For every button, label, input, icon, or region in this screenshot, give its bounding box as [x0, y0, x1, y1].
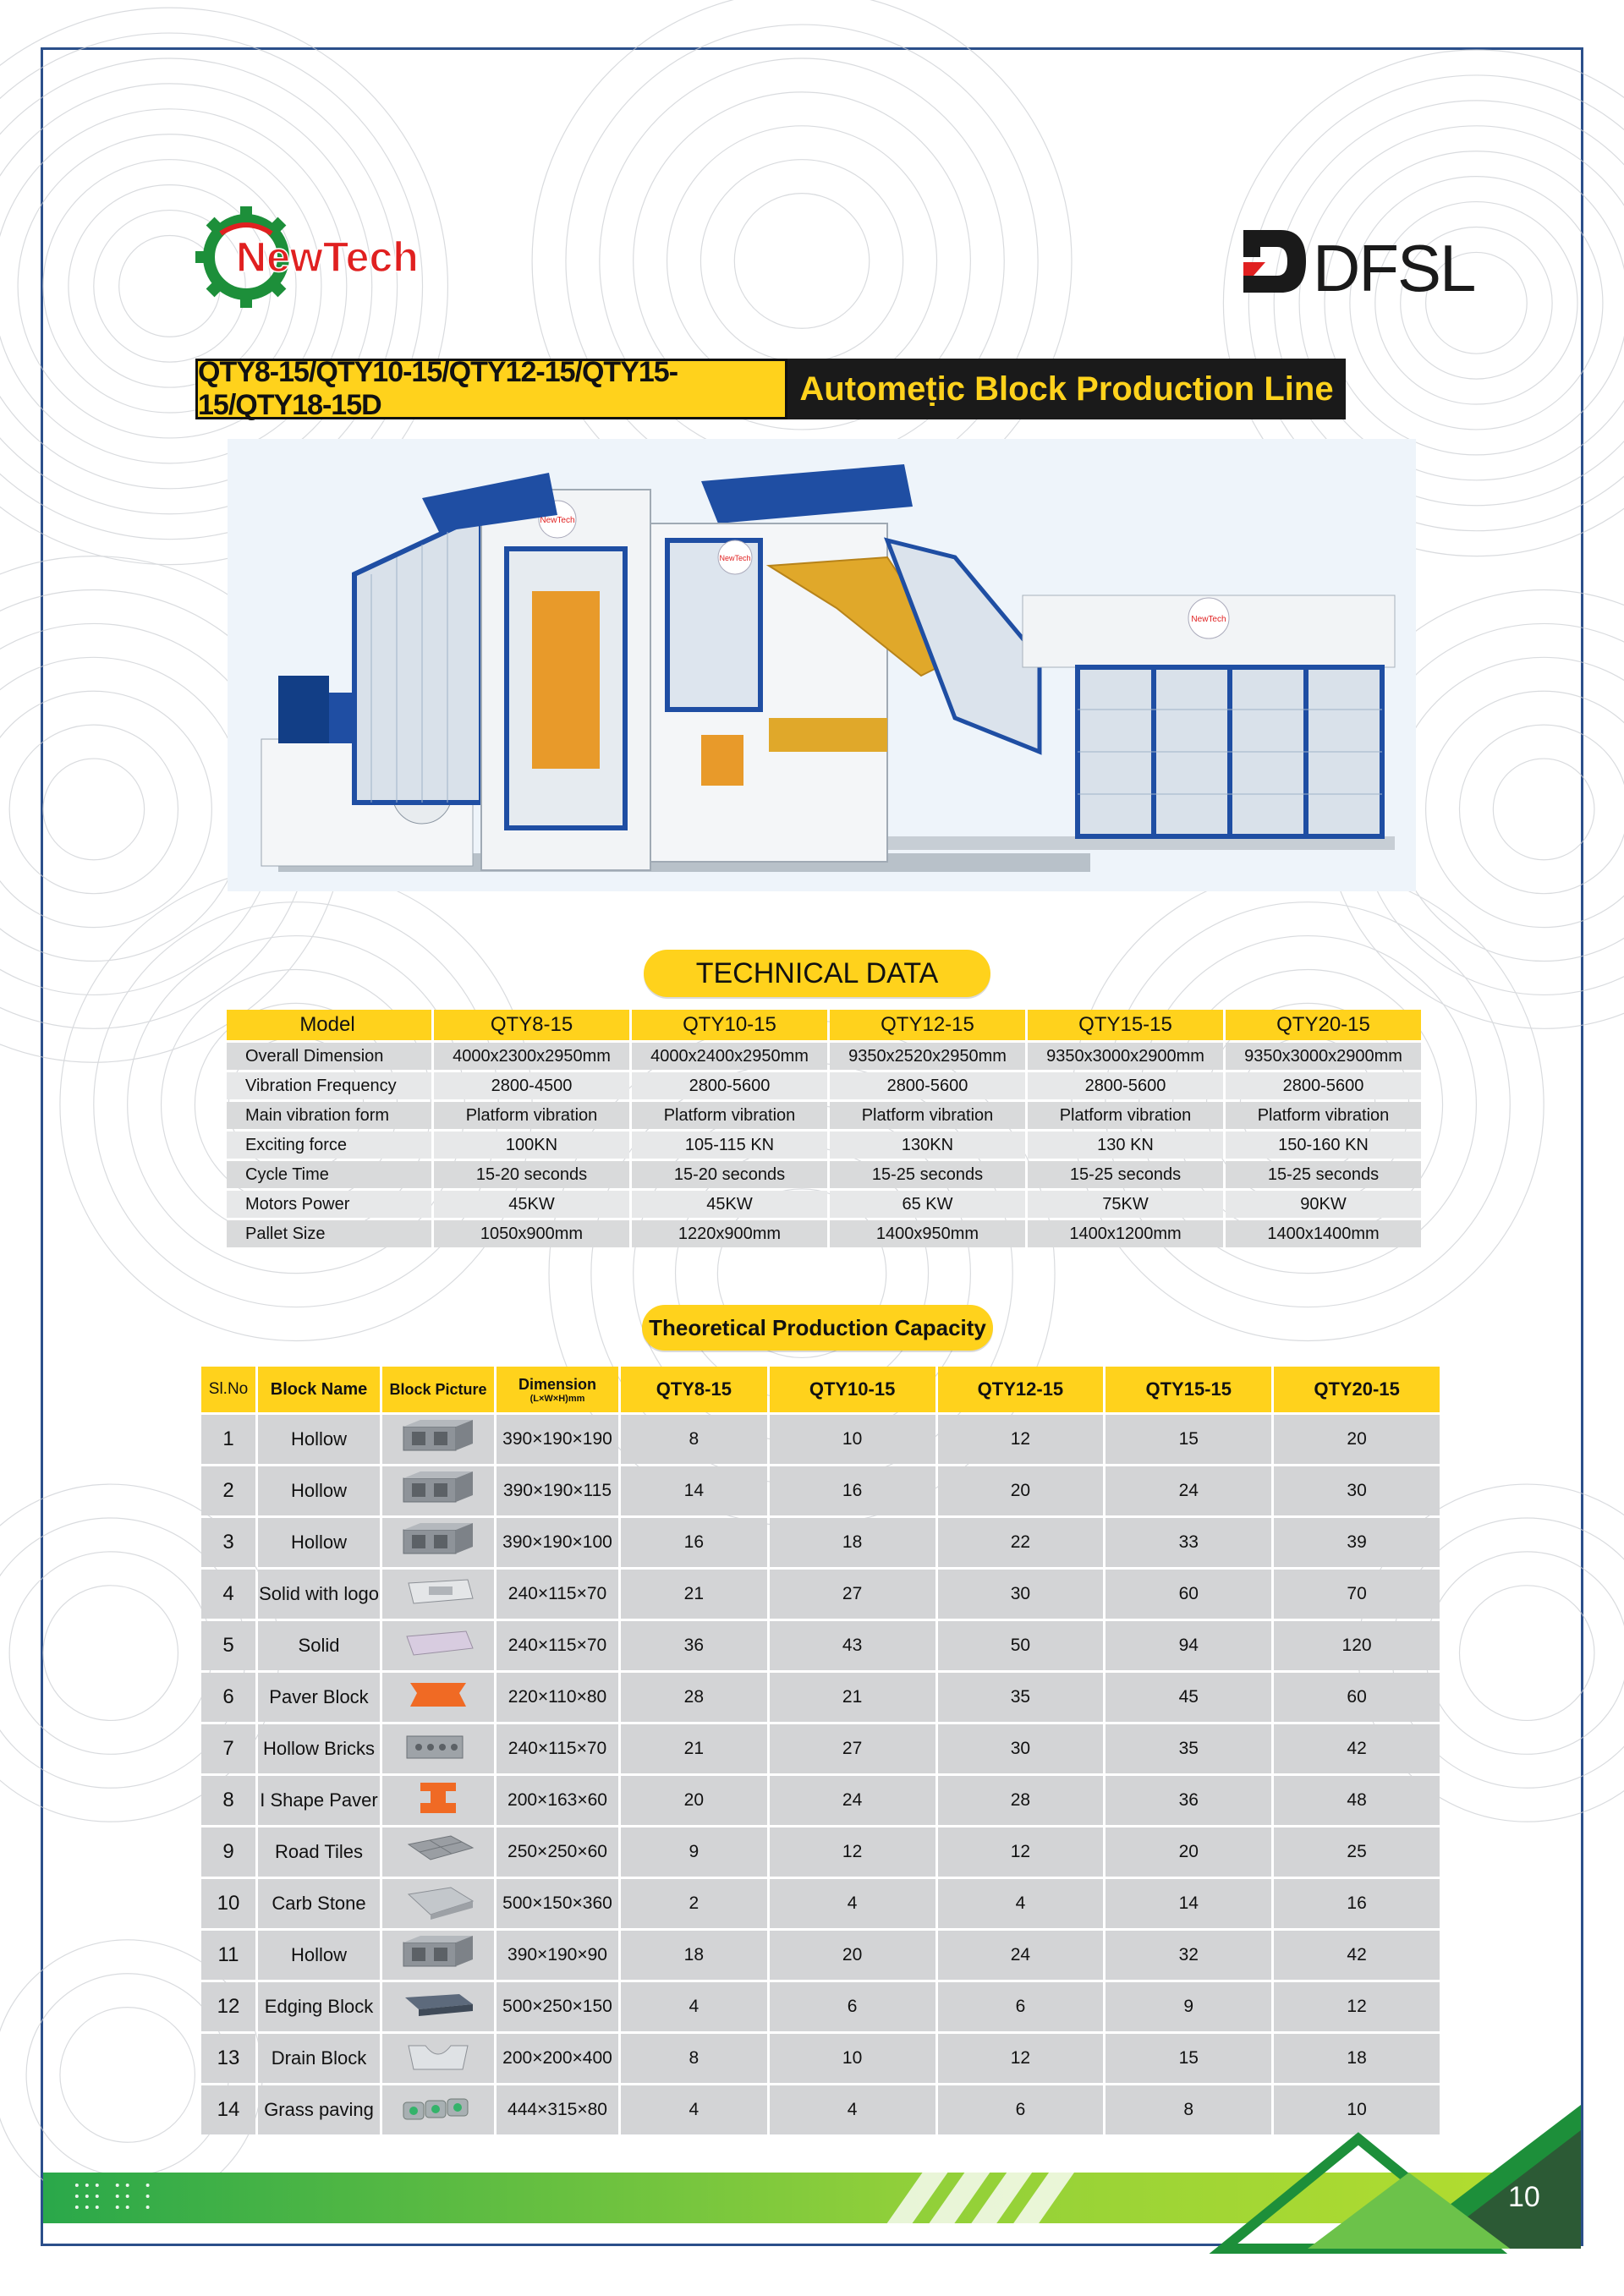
capacity-value: 30 [938, 1570, 1104, 1619]
block-picture-cell [382, 1415, 494, 1464]
header-cell: QTY12-15 [938, 1367, 1104, 1412]
table-cell: 15-20 seconds [434, 1161, 629, 1188]
block-dimension: 200×163×60 [497, 1776, 618, 1825]
table-row [201, 1518, 1440, 1567]
capacity-value: 36 [1106, 1776, 1271, 1825]
table-row [227, 1132, 1421, 1159]
table-cell: 1400x950mm [830, 1220, 1025, 1247]
sl-number: 9 [201, 1827, 255, 1877]
block-picture-cell [382, 1570, 494, 1619]
header-cell: QTY20-15 [1274, 1367, 1440, 1412]
table-cell: 90KW [1226, 1191, 1421, 1218]
capacity-value: 9 [621, 1827, 767, 1877]
block-dimension: 250×250×60 [497, 1827, 618, 1877]
table-cell: 2800-4500 [434, 1072, 629, 1099]
drain-block-icon [392, 2037, 485, 2074]
header-cell [497, 1367, 618, 1412]
table-cell: Platform vibration [434, 1102, 629, 1129]
capacity-value: 6 [938, 1982, 1104, 2031]
capacity-value: 60 [1106, 1570, 1271, 1619]
capacity-value: 20 [938, 1466, 1104, 1515]
table-row [227, 1102, 1421, 1129]
table-cell: 9350x3000x2900mm [1226, 1043, 1421, 1070]
capacity-value: 45 [1106, 1673, 1271, 1722]
table-cell: 75KW [1028, 1191, 1223, 1218]
sl-number: 10 [201, 1879, 255, 1928]
table-cell: 100KN [434, 1132, 629, 1159]
svg-text:DFSL: DFSL [1313, 231, 1475, 305]
table-cell: 45KW [434, 1191, 629, 1218]
capacity-table-body [201, 1415, 1440, 2134]
block-dimension: 500×250×150 [497, 1982, 618, 2031]
capacity-value: 4 [621, 1982, 767, 2031]
table-cell: 105-115 KN [632, 1132, 827, 1159]
technical-data-heading: TECHNICAL DATA [644, 950, 990, 997]
block-name: Edging Block [258, 1982, 380, 2031]
row-label: Main vibration form [227, 1102, 431, 1129]
capacity-value: 12 [938, 1827, 1104, 1877]
block-dimension: 390×190×90 [497, 1931, 618, 1980]
production-capacity-table [199, 1364, 1442, 2137]
capacity-value: 4 [770, 2085, 935, 2134]
capacity-value: 35 [938, 1673, 1104, 1722]
table-cell: 1400x1400mm [1226, 1220, 1421, 1247]
capacity-value: 32 [1106, 1931, 1271, 1980]
table-cell: Platform vibration [1028, 1102, 1223, 1129]
block-picture-cell [382, 1466, 494, 1515]
table-header-row [227, 1010, 1421, 1040]
sl-number: 7 [201, 1724, 255, 1773]
header-cell: QTY8-15 [621, 1367, 767, 1412]
capacity-value: 42 [1274, 1724, 1440, 1773]
capacity-value: 21 [770, 1673, 935, 1722]
block-dimension: 240×115×70 [497, 1724, 618, 1773]
header-cell: QTY20-15 [1226, 1010, 1421, 1040]
table-row [227, 1043, 1421, 1070]
block-dimension: 390×190×100 [497, 1518, 618, 1567]
page-frame [41, 47, 1583, 2246]
capacity-value: 2 [621, 1879, 767, 1928]
block-name: Road Tiles [258, 1827, 380, 1877]
capacity-value: 4 [621, 2085, 767, 2134]
table-cell: 1050x900mm [434, 1220, 629, 1247]
block-picture-cell [382, 2034, 494, 2083]
capacity-value: 24 [770, 1776, 935, 1825]
header-cell: Sl.No [201, 1367, 255, 1412]
block-machine-photo [228, 439, 1416, 891]
header-cell: Block Name [258, 1367, 380, 1412]
capacity-value: 30 [938, 1724, 1104, 1773]
capacity-value: 24 [1106, 1466, 1271, 1515]
block-name: Drain Block [258, 2034, 380, 2083]
table-cell: 15-25 seconds [830, 1161, 1025, 1188]
block-name: Carb Stone [258, 1879, 380, 1928]
table-row [227, 1161, 1421, 1188]
curb-stone-icon [392, 1882, 485, 1920]
row-label: Cycle Time [227, 1161, 431, 1188]
sl-number: 11 [201, 1931, 255, 1980]
header-cell: Model [227, 1010, 431, 1040]
newtech-logo [195, 202, 419, 312]
table-cell: 15-20 seconds [632, 1161, 827, 1188]
table-cell: 2800-5600 [1028, 1072, 1223, 1099]
block-picture-cell [382, 1879, 494, 1928]
table-cell: 15-25 seconds [1028, 1161, 1223, 1188]
sl-number: 2 [201, 1466, 255, 1515]
capacity-value: 25 [1274, 1827, 1440, 1877]
sl-number: 5 [201, 1621, 255, 1670]
block-dimension: 444×315×80 [497, 2085, 618, 2134]
block-dimension: 390×190×115 [497, 1466, 618, 1515]
row-label: Pallet Size [227, 1220, 431, 1247]
header-cell: Block Picture [382, 1367, 494, 1412]
capacity-value: 20 [770, 1931, 935, 1980]
header-cell: QTY15-15 [1028, 1010, 1223, 1040]
block-name: Hollow [258, 1518, 380, 1567]
block-picture-cell [382, 1982, 494, 2031]
capacity-value: 94 [1106, 1621, 1271, 1670]
table-cell: 1220x900mm [632, 1220, 827, 1247]
sl-number: 3 [201, 1518, 255, 1567]
capacity-value: 18 [770, 1518, 935, 1567]
block-picture-cell [382, 1931, 494, 1980]
capacity-value: 16 [1274, 1879, 1440, 1928]
capacity-value: 35 [1106, 1724, 1271, 1773]
capacity-value: 27 [770, 1724, 935, 1773]
capacity-value: 6 [938, 2085, 1104, 2134]
table-cell: 130 KN [1028, 1132, 1223, 1159]
table-row [201, 1415, 1440, 1464]
capacity-value: 20 [1106, 1827, 1271, 1877]
capacity-value: 33 [1106, 1518, 1271, 1567]
grass-paver-icon [392, 2089, 485, 2126]
sl-number: 1 [201, 1415, 255, 1464]
table-cell: 45KW [632, 1191, 827, 1218]
capacity-value: 16 [621, 1518, 767, 1567]
block-name: Hollow Bricks [258, 1724, 380, 1773]
table-row [201, 1827, 1440, 1877]
capacity-value: 16 [770, 1466, 935, 1515]
row-label: Vibration Frequency [227, 1072, 431, 1099]
capacity-value: 27 [770, 1570, 935, 1619]
table-cell: Platform vibration [830, 1102, 1025, 1129]
capacity-value: 8 [621, 1415, 767, 1464]
block-dimension: 200×200×400 [497, 2034, 618, 2083]
table-cell: 1400x1200mm [1028, 1220, 1223, 1247]
block-dimension: 500×150×360 [497, 1879, 618, 1928]
capacity-value: 10 [1274, 2085, 1440, 2134]
capacity-heading: Theoretical Production Capacity [642, 1305, 993, 1351]
table-cell: 2800-5600 [632, 1072, 827, 1099]
page-number: 10 [1508, 2181, 1540, 2213]
capacity-value: 15 [1106, 2034, 1271, 2083]
table-row [201, 2034, 1440, 2083]
table-cell: 2800-5600 [1226, 1072, 1421, 1099]
table-cell: 9350x3000x2900mm [1028, 1043, 1223, 1070]
capacity-value: 36 [621, 1621, 767, 1670]
table-cell: 65 KW [830, 1191, 1025, 1218]
table-row [227, 1072, 1421, 1099]
capacity-value: 42 [1274, 1931, 1440, 1980]
capacity-value: 120 [1274, 1621, 1440, 1670]
sl-number: 13 [201, 2034, 255, 2083]
dimension-unit: (L×W×H)mm [529, 1393, 585, 1404]
road-tile-icon [392, 1831, 485, 1868]
capacity-value: 18 [1274, 2034, 1440, 2083]
header-cell: QTY8-15 [434, 1010, 629, 1040]
sl-number: 4 [201, 1570, 255, 1619]
capacity-value: 15 [1106, 1415, 1271, 1464]
block-dimension: 220×110×80 [497, 1673, 618, 1722]
capacity-value: 10 [770, 1415, 935, 1464]
capacity-value: 12 [938, 1415, 1104, 1464]
block-name: Hollow [258, 1931, 380, 1980]
table-cell: 4000x2400x2950mm [632, 1043, 827, 1070]
capacity-value: 12 [938, 2034, 1104, 2083]
hollow-block-icon [392, 1521, 485, 1559]
header-cell: QTY10-15 [632, 1010, 827, 1040]
block-name: Solid [258, 1621, 380, 1670]
table-row [227, 1220, 1421, 1247]
table-cell: Platform vibration [632, 1102, 827, 1129]
sl-number: 8 [201, 1776, 255, 1825]
capacity-value: 20 [621, 1776, 767, 1825]
table-row [227, 1191, 1421, 1218]
capacity-value: 39 [1274, 1518, 1440, 1567]
row-label: Exciting force [227, 1132, 431, 1159]
solid-logo-brick-icon [392, 1573, 485, 1610]
block-picture-cell [382, 1827, 494, 1877]
block-dimension: 240×115×70 [497, 1570, 618, 1619]
capacity-value: 30 [1274, 1466, 1440, 1515]
table-row [201, 1982, 1440, 2031]
header-cell: QTY10-15 [770, 1367, 935, 1412]
product-title: Automeṭic Block Production Line [787, 359, 1346, 419]
block-name: Solid with logo [258, 1570, 380, 1619]
i-shape-paver-icon [392, 1779, 485, 1817]
block-name: Grass paving [258, 2085, 380, 2134]
table-cell: 2800-5600 [830, 1072, 1025, 1099]
table-cell: 15-25 seconds [1226, 1161, 1421, 1188]
models-title: QTY8-15/QTY10-15/QTY12-15/QTY15-15/QTY18-15D [195, 359, 787, 419]
dfsl-logo [1240, 215, 1475, 308]
capacity-value: 21 [621, 1724, 767, 1773]
capacity-value: 6 [770, 1982, 935, 2031]
hollow-block-icon [392, 1934, 485, 1971]
hollow-brick-icon [392, 1728, 485, 1765]
capacity-value: 21 [621, 1570, 767, 1619]
capacity-value: 28 [938, 1776, 1104, 1825]
row-label: Overall Dimension [227, 1043, 431, 1070]
paver-block-icon [392, 1676, 485, 1713]
table-cell: Platform vibration [1226, 1102, 1421, 1129]
capacity-value: 43 [770, 1621, 935, 1670]
technical-data-table [224, 1007, 1424, 1250]
block-picture-cell [382, 1518, 494, 1567]
edging-block-icon [392, 1986, 485, 2023]
block-name: Paver Block [258, 1673, 380, 1722]
block-name: Hollow [258, 1466, 380, 1515]
capacity-value: 8 [1106, 2085, 1271, 2134]
header-cell: QTY15-15 [1106, 1367, 1271, 1412]
capacity-value: 14 [1106, 1879, 1271, 1928]
table-header-row [201, 1367, 1440, 1412]
table-row [201, 1673, 1440, 1722]
capacity-value: 18 [621, 1931, 767, 1980]
sl-number: 6 [201, 1673, 255, 1722]
sl-number: 14 [201, 2085, 255, 2134]
capacity-value: 22 [938, 1518, 1104, 1567]
table-row [201, 1879, 1440, 1928]
table-row [201, 1724, 1440, 1773]
dimension-header: Dimension [518, 1375, 596, 1393]
table-row [201, 1931, 1440, 1980]
capacity-value: 10 [770, 2034, 935, 2083]
svg-text:NewTech: NewTech [236, 233, 419, 281]
title-bar [195, 356, 1346, 421]
capacity-value: 70 [1274, 1570, 1440, 1619]
capacity-value: 12 [770, 1827, 935, 1877]
capacity-value: 4 [938, 1879, 1104, 1928]
block-picture-cell [382, 1621, 494, 1670]
capacity-value: 28 [621, 1673, 767, 1722]
capacity-value: 24 [938, 1931, 1104, 1980]
block-name: Hollow [258, 1415, 380, 1464]
table-row [201, 1776, 1440, 1825]
block-picture-cell [382, 1673, 494, 1722]
table-row [201, 1570, 1440, 1619]
table-cell: 9350x2520x2950mm [830, 1043, 1025, 1070]
header-cell: QTY12-15 [830, 1010, 1025, 1040]
hollow-block-icon [392, 1418, 485, 1455]
capacity-value: 50 [938, 1621, 1104, 1670]
block-dimension: 390×190×190 [497, 1415, 618, 1464]
block-dimension: 240×115×70 [497, 1621, 618, 1670]
svg-text:NewTech: NewTech [540, 516, 575, 525]
capacity-value: 60 [1274, 1673, 1440, 1722]
row-label: Motors Power [227, 1191, 431, 1218]
capacity-value: 4 [770, 1879, 935, 1928]
capacity-value: 48 [1274, 1776, 1440, 1825]
table-row [201, 1466, 1440, 1515]
capacity-value: 9 [1106, 1982, 1271, 2031]
table-cell: 4000x2300x2950mm [434, 1043, 629, 1070]
capacity-value: 8 [621, 2034, 767, 2083]
block-picture-cell [382, 1724, 494, 1773]
table-cell: 130KN [830, 1132, 1025, 1159]
block-name: I Shape Paver [258, 1776, 380, 1825]
capacity-value: 20 [1274, 1415, 1440, 1464]
capacity-value: 12 [1274, 1982, 1440, 2031]
table-cell: 150-160 KN [1226, 1132, 1421, 1159]
sl-number: 12 [201, 1982, 255, 2031]
svg-text:NewTech: NewTech [719, 554, 751, 562]
svg-text:NewTech: NewTech [1191, 615, 1226, 624]
hollow-block-icon [392, 1470, 485, 1507]
table-row [201, 1621, 1440, 1670]
block-picture-cell [382, 1776, 494, 1825]
footer-band [43, 2122, 1581, 2249]
capacity-value: 14 [621, 1466, 767, 1515]
solid-brick-icon [392, 1625, 485, 1662]
